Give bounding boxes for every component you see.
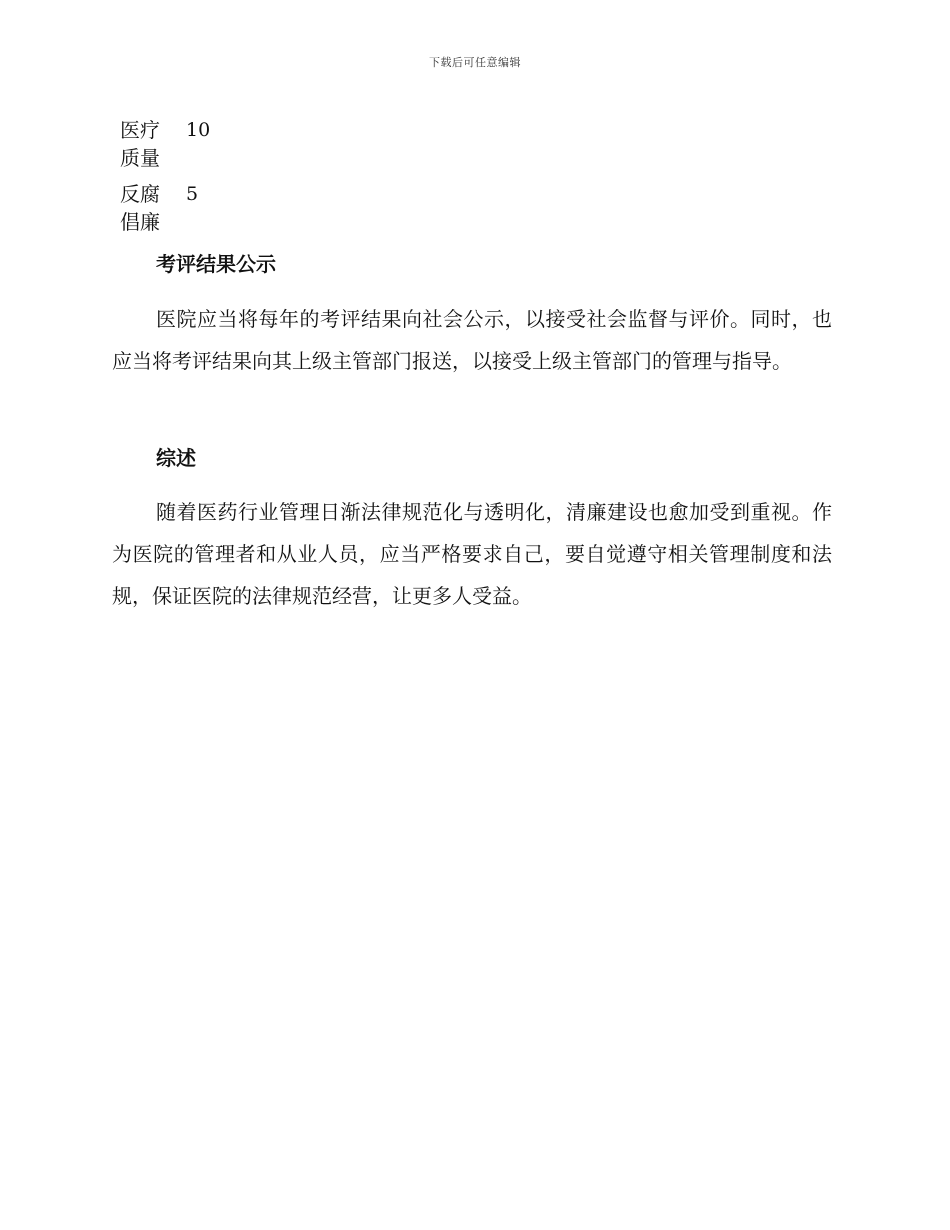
score-row bbox=[120, 116, 210, 172]
score-item-name: 反腐倡廉 bbox=[120, 182, 160, 234]
score-item-points: 10 bbox=[186, 119, 211, 141]
score-table bbox=[120, 116, 210, 244]
page-header-note: 下载后可任意编辑 bbox=[429, 56, 521, 69]
section-heading-results-publicity: 考评结果公示 bbox=[156, 252, 276, 276]
score-item-points: 5 bbox=[186, 183, 199, 205]
section-body-results-publicity: 医院应当将每年的考评结果向社会公示，以接受社会监督与评价。同时，也应当将考评结果向其上级主管部门报送，以接受上级主管部门的管理与指导。 bbox=[112, 307, 832, 373]
score-row bbox=[120, 180, 210, 236]
section-heading-summary: 综述 bbox=[156, 446, 196, 470]
score-item-name: 医疗质量 bbox=[120, 118, 160, 170]
section-body-summary: 随着医药行业管理日渐法律规范化与透明化，清廉建设也愈加受到重视。作为医院的管理者和从业人员，应当严格要求自己，要自觉遵守相关管理制度和法规，保证医院的法律规范经营，让更多人受益。 bbox=[112, 500, 832, 608]
